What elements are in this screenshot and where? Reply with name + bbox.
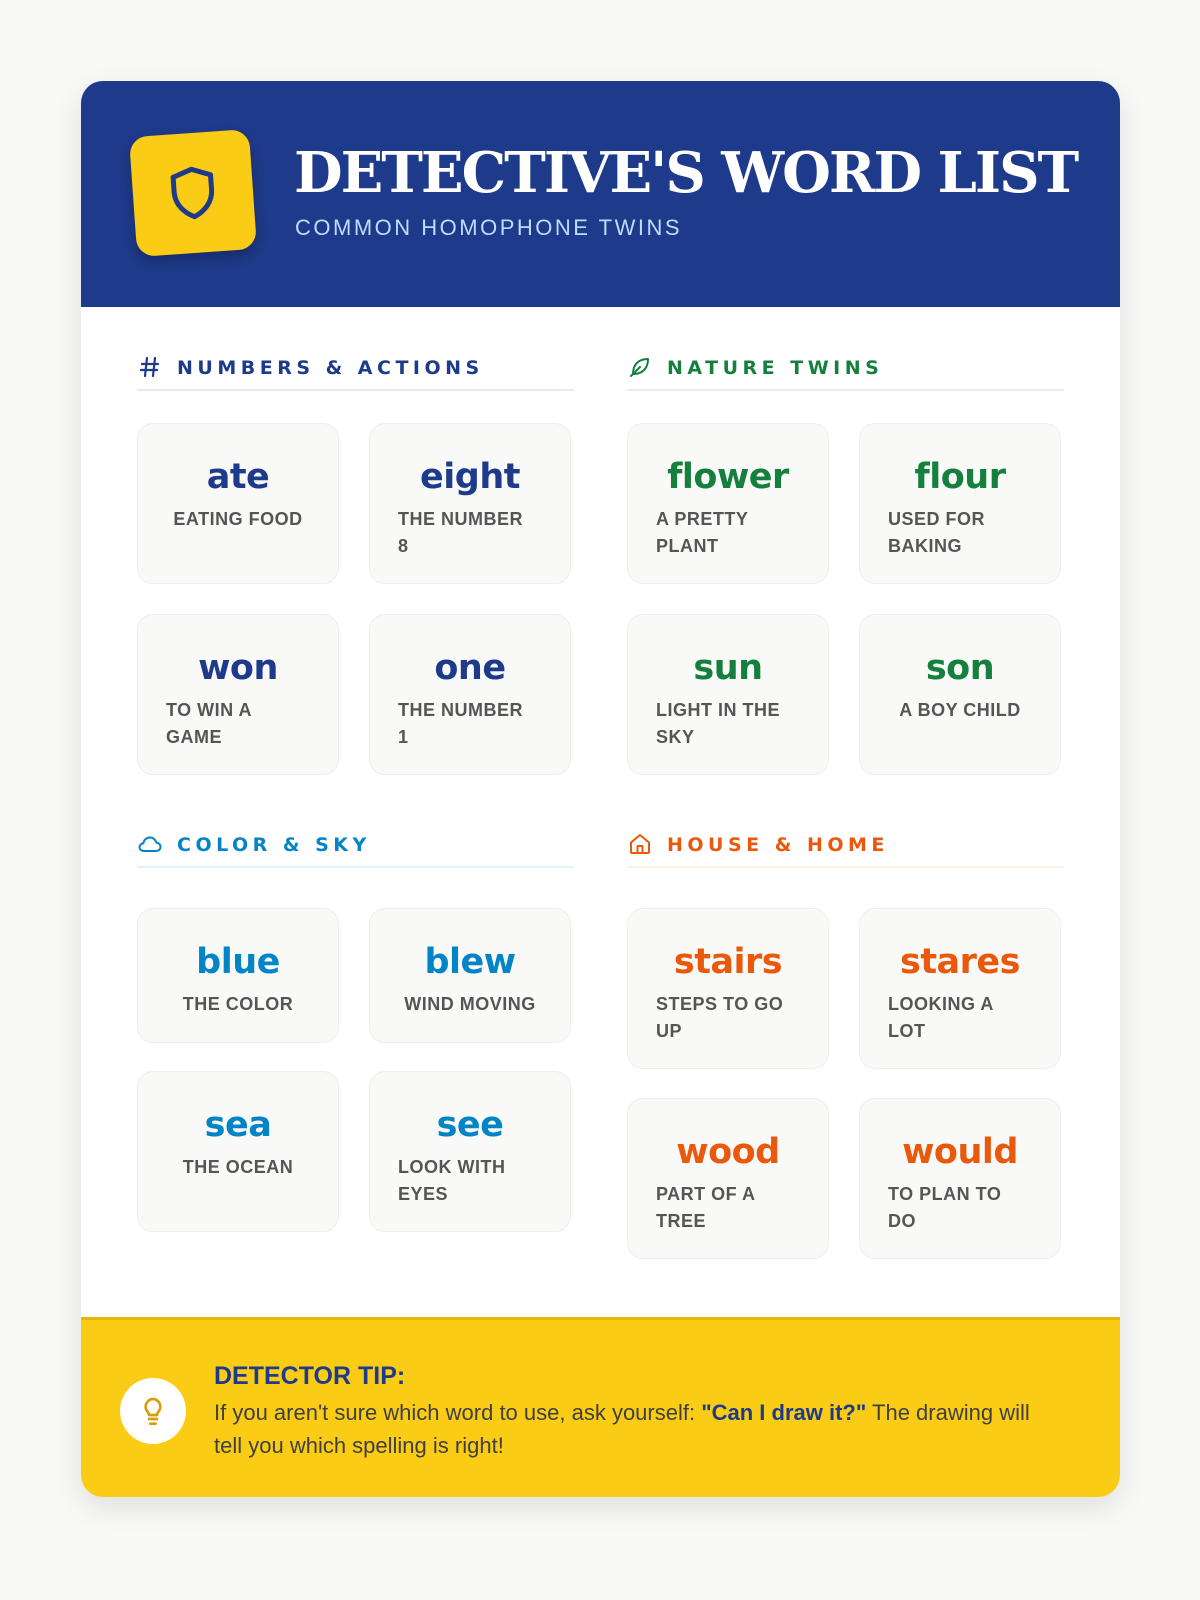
word: sea	[204, 1105, 272, 1145]
word-card-one	[369, 614, 571, 775]
tip-text	[214, 1396, 1054, 1462]
word-card-stares	[859, 908, 1061, 1069]
word: won	[198, 648, 278, 688]
section-label: NATURE TWINS	[667, 357, 884, 379]
word-definition: EATING FOOD	[173, 509, 303, 529]
word: blew	[424, 942, 516, 982]
word-definition: USED FOR BAKING	[888, 509, 986, 556]
tip-icon-circle	[120, 1378, 186, 1444]
section-header-color-sky	[137, 822, 574, 868]
word-definition: STEPS TO GO UP	[656, 994, 784, 1041]
page-title: DETECTIVE'S WORD LIST	[294, 140, 1078, 206]
word-card-sun	[627, 614, 829, 775]
word: would	[902, 1132, 1018, 1172]
word: flower	[667, 457, 789, 497]
cloud-icon	[137, 831, 163, 857]
word-card-stairs	[627, 908, 829, 1069]
word-definition: THE COLOR	[182, 994, 294, 1014]
section-header-house-home	[627, 822, 1064, 868]
word-definition: LOOKING A LOT	[888, 994, 994, 1041]
section-header-numbers-actions	[137, 345, 574, 391]
house-icon	[627, 831, 653, 857]
section-label: HOUSE & HOME	[667, 834, 889, 856]
word-list-card	[81, 81, 1120, 1497]
word-card-won	[137, 614, 339, 775]
hash-icon	[137, 354, 163, 380]
word: flour	[914, 457, 1006, 497]
word-definition: PART OF A TREE	[656, 1184, 755, 1231]
word: eight	[420, 457, 520, 497]
word: one	[434, 648, 506, 688]
word: ate	[206, 457, 270, 497]
tip-banner	[81, 1317, 1120, 1497]
section-header-nature-twins	[627, 345, 1064, 391]
word-card-eight	[369, 423, 571, 584]
word-definition: LIGHT IN THE SKY	[656, 700, 780, 747]
section-label: NUMBERS & ACTIONS	[177, 357, 484, 379]
tip-text-after: The drawing will tell you which spelling is right!	[214, 1400, 1030, 1458]
word-card-blue	[137, 908, 339, 1043]
word-card-sea	[137, 1071, 339, 1232]
word: blue	[196, 942, 280, 982]
word: stares	[899, 942, 1020, 982]
leaf-icon	[627, 354, 653, 380]
word-definition: THE NUMBER 8	[398, 509, 523, 556]
tip-title: DETECTOR TIP:	[214, 1362, 406, 1390]
word-card-would	[859, 1098, 1061, 1259]
word-card-flour	[859, 423, 1061, 584]
word-definition: TO WIN A GAME	[166, 700, 252, 747]
word-definition: LOOK WITH EYES	[398, 1157, 506, 1204]
shield-icon	[161, 161, 225, 225]
tip-text-before: If you aren't sure which word to use, ask yourself:	[214, 1400, 702, 1425]
word: stairs	[673, 942, 783, 982]
badge	[129, 129, 257, 257]
word: son	[925, 648, 995, 688]
word-definition: TO PLAN TO DO	[888, 1184, 1002, 1231]
word-definition: WIND MOVING	[404, 994, 536, 1014]
header	[81, 81, 1120, 307]
word-card-wood	[627, 1098, 829, 1259]
tip-emphasis: "Can I draw it?"	[701, 1400, 867, 1425]
word-card-ate	[137, 423, 339, 584]
word-card-see	[369, 1071, 571, 1232]
word-definition: THE OCEAN	[182, 1157, 294, 1177]
page-subtitle: COMMON HOMOPHONE TWINS	[295, 215, 683, 240]
word-definition: A PRETTY PLANT	[656, 509, 749, 556]
word: see	[436, 1105, 504, 1145]
word-definition: THE NUMBER 1	[398, 700, 523, 747]
word-card-blew	[369, 908, 571, 1043]
lightbulb-icon	[137, 1395, 169, 1427]
section-label: COLOR & SKY	[177, 834, 371, 856]
word-card-flower	[627, 423, 829, 584]
word: wood	[676, 1132, 780, 1172]
word-definition: A BOY CHILD	[899, 700, 1021, 720]
word: sun	[693, 648, 763, 688]
word-card-son	[859, 614, 1061, 775]
